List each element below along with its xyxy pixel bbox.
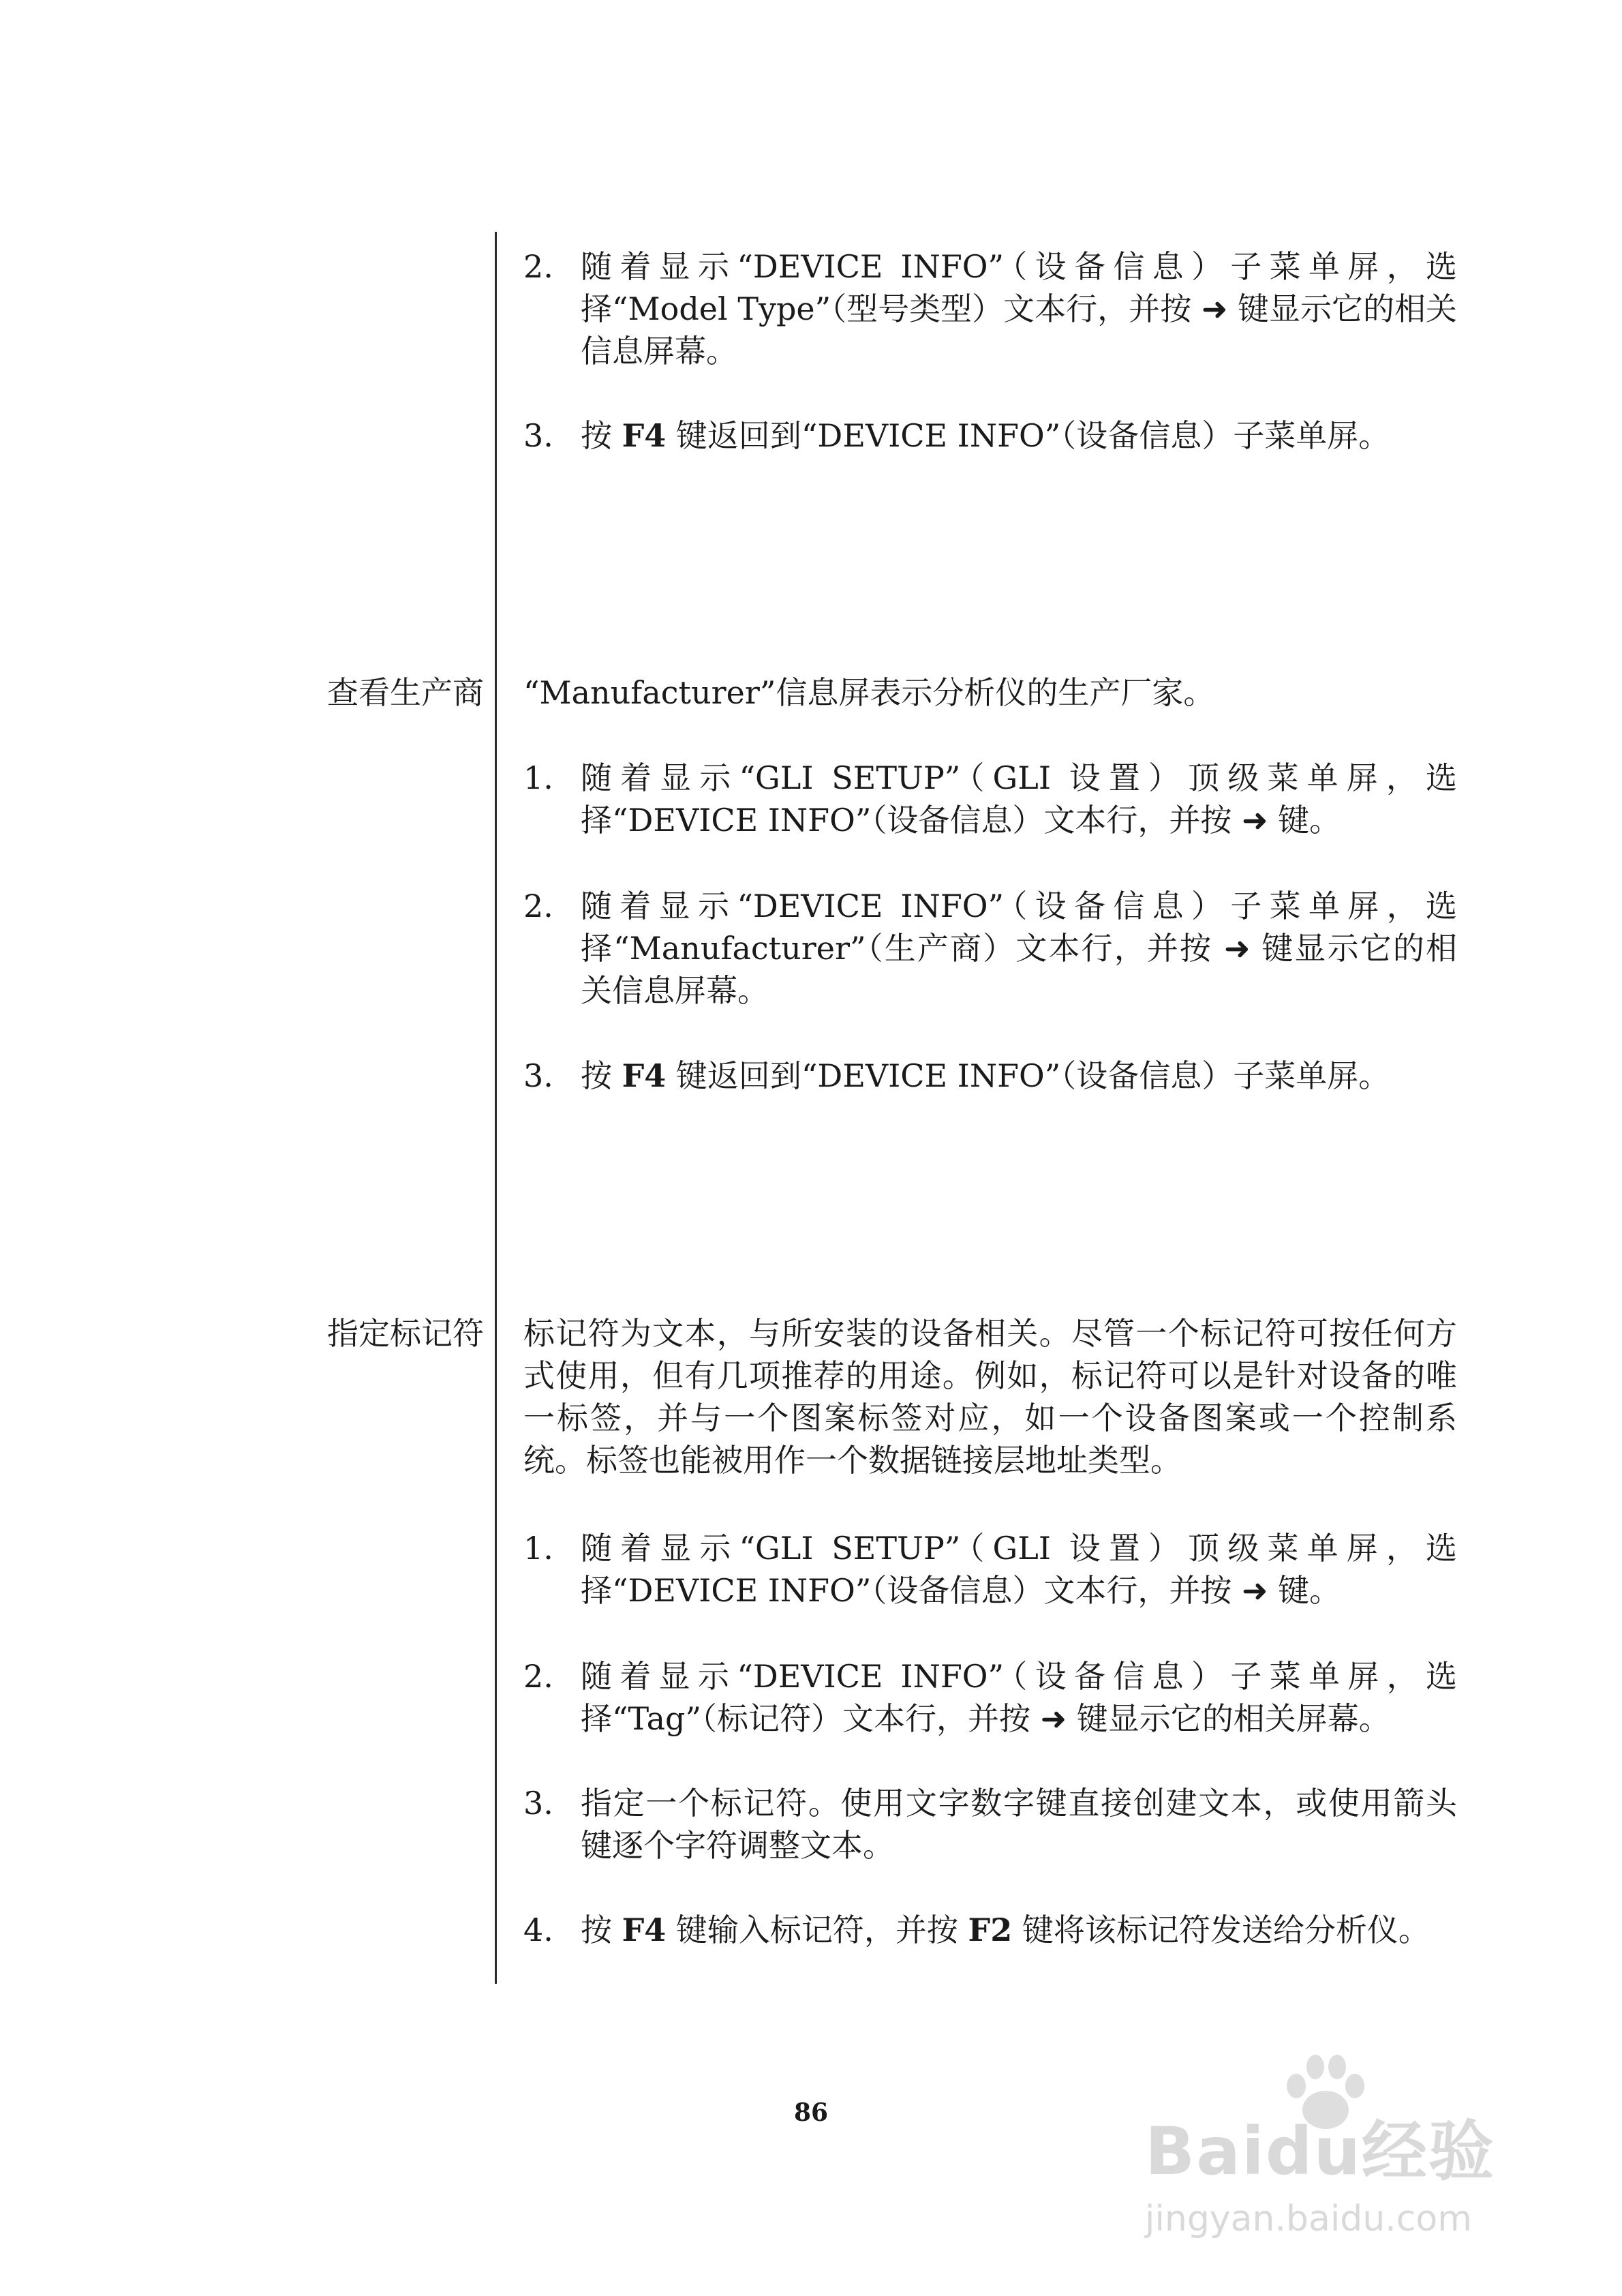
item-number: 2. — [523, 888, 553, 924]
item-text: 随着显示“DEVICE INFO”（设备信息）子菜单屏，选择“Manufacturer”（生产商）文本行，并按 ➜ 键显示它的相关信息屏幕。 — [581, 888, 1457, 1009]
item-text: 随着显示“GLI SETUP”（GLI 设置）顶级菜单屏，选择“DEVICE INFO”（设备信息）文本行，并按 ➜ 键。 — [581, 759, 1457, 839]
list-item — [523, 1527, 1457, 1612]
key-f4: F4 — [622, 1057, 667, 1094]
list-item — [523, 245, 1457, 372]
list-item — [523, 1782, 1457, 1867]
key-f4: F4 — [622, 417, 667, 454]
item-text: 按 F4 键输入标记符，并按 F2 键将该标记符发送给分析仪。 — [581, 1912, 1430, 1948]
item-number: 4. — [523, 1912, 553, 1948]
list-item — [523, 1655, 1457, 1740]
key-f2: F2 — [968, 1912, 1013, 1948]
watermark-url: jingyan.baidu.com — [1145, 2199, 1472, 2239]
item-number: 3. — [523, 417, 553, 454]
watermark — [1145, 2052, 1527, 2256]
item-number: 3. — [523, 1785, 553, 1822]
item-number: 3. — [523, 1057, 553, 1094]
item-number: 2. — [523, 248, 553, 285]
item-text: 随着显示“DEVICE INFO”（设备信息）子菜单屏，选择“Tag”（标记符）文本行，并按 ➜ 键显示它的相关屏幕。 — [581, 1658, 1457, 1737]
item-number: 1. — [523, 759, 553, 796]
list-item — [523, 1909, 1457, 1951]
item-text: 按 F4 键返回到“DEVICE INFO”（设备信息）子菜单屏。 — [581, 417, 1390, 454]
section-intro: “Manufacturer”信息屏表示分析仪的生产厂家。 — [523, 674, 1215, 711]
list-item — [523, 1055, 1457, 1097]
section-label: 查看生产商 — [327, 674, 484, 711]
item-text: 按 F4 键返回到“DEVICE INFO”（设备信息）子菜单屏。 — [581, 1057, 1390, 1094]
list-item — [523, 885, 1457, 1012]
item-number: 2. — [523, 1658, 553, 1695]
margin-rule — [495, 232, 497, 1984]
page-number: 86 — [793, 2098, 829, 2127]
item-text: 随着显示“DEVICE INFO”（设备信息）子菜单屏，选择“Model Type”（型号类型）文本行，并按 ➜ 键显示它的相关信息屏幕。 — [581, 248, 1457, 369]
item-number: 1. — [523, 1530, 553, 1567]
list-item — [523, 757, 1457, 841]
watermark-logo: Baidu经验 — [1145, 2113, 1495, 2190]
list-item — [523, 414, 1457, 457]
item-text: 随着显示“GLI SETUP”（GLI 设置）顶级菜单屏，选择“DEVICE INFO”（设备信息）文本行，并按 ➜ 键。 — [581, 1530, 1457, 1609]
item-text: 指定一个标记符。使用文字数字键直接创建文本，或使用箭头键逐个字符调整文本。 — [581, 1785, 1457, 1864]
key-f4: F4 — [622, 1912, 667, 1948]
section-label: 指定标记符 — [327, 1315, 484, 1352]
section-intro: 标记符为文本，与所安装的设备相关。尽管一个标记符可按任何方式使用，但有几项推荐的用途。例如，标记符可以是针对设备的唯一标签，并与一个图案标签对应，如一个设备图案或一个控制系统。标签也能被用作一个数据链接层地址类型。 — [523, 1315, 1457, 1479]
